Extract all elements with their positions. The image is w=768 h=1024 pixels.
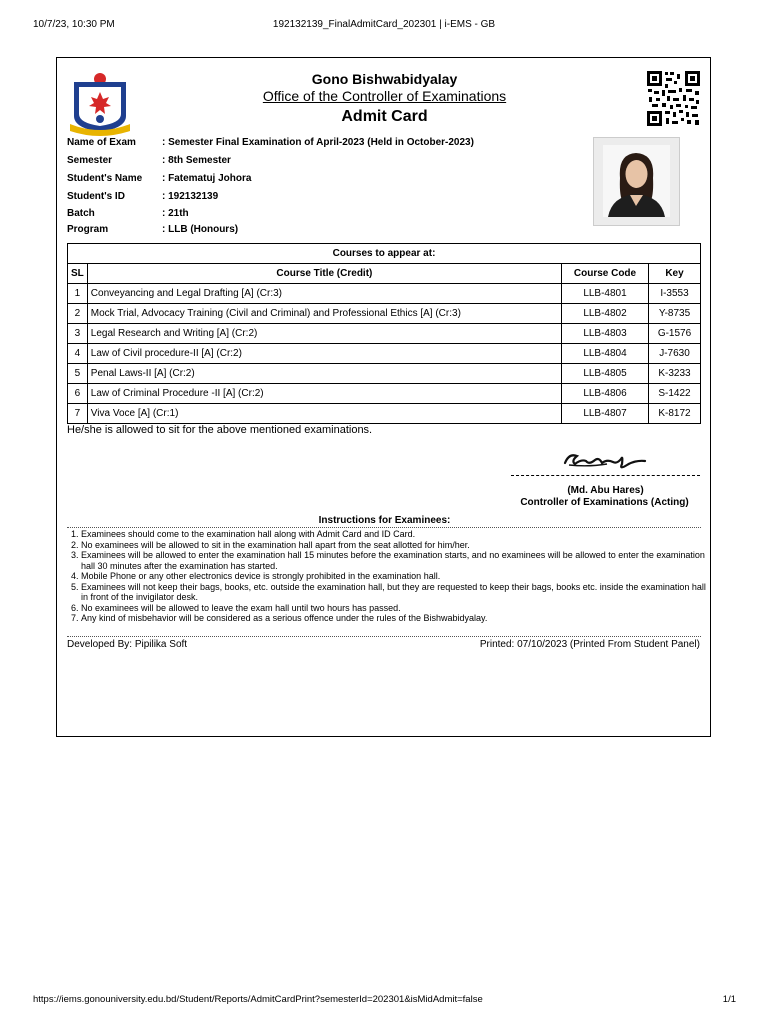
list-item: 6. No examinees will be allowed to leave the exam hall until two hours has passed. [81, 603, 711, 614]
row-sl: 2 [68, 304, 88, 324]
row-title: Viva Voce [A] (Cr:1) [87, 404, 561, 424]
row-title: Conveyancing and Legal Drafting [A] (Cr:3) [87, 284, 561, 304]
row-code: LLB-4804 [562, 344, 649, 364]
row-sl: 4 [68, 344, 88, 364]
name-label: Student's Name [67, 173, 143, 184]
allowed-statement: He/she is allowed to sit for the above mentioned examinations. [67, 424, 373, 436]
row-code: LLB-4801 [562, 284, 649, 304]
row-code: LLB-4806 [562, 384, 649, 404]
courses-table [67, 243, 701, 424]
table-row [68, 384, 701, 404]
list-item: 5. Examinees will not keep their bags, books, etc. outside the examination hall, but they are requested to keep their bags, books etc. inside the examination hall in front of the invigilator desk. [81, 582, 711, 603]
row-key: K-3233 [649, 364, 701, 384]
office-name: Office of the Controller of Examinations [262, 88, 507, 104]
table-row [68, 304, 701, 324]
table-header-row [68, 264, 701, 284]
divider [67, 527, 701, 528]
page-title: Admit Card [341, 108, 428, 125]
row-code: LLB-4802 [562, 304, 649, 324]
table-row [68, 404, 701, 424]
printed-info: Printed: 07/10/2023 (Printed From Student Panel) [479, 639, 700, 650]
row-sl: 6 [68, 384, 88, 404]
table-row [68, 324, 701, 344]
row-key: G-1576 [649, 324, 701, 344]
row-code: LLB-4803 [562, 324, 649, 344]
courses-caption: Courses to appear at: [68, 244, 701, 264]
row-title: Law of Civil procedure-II [A] (Cr:2) [87, 344, 561, 364]
program-value: : LLB (Honours) [162, 224, 239, 235]
batch-value: : 21th [162, 208, 189, 219]
instructions-list [67, 529, 711, 624]
row-sl: 5 [68, 364, 88, 384]
exam-value: : Semester Final Examination of April-2023 (Held in October-2023) [162, 137, 474, 148]
id-label: Student's ID [67, 191, 125, 202]
row-sl: 7 [68, 404, 88, 424]
admit-card [56, 57, 711, 737]
row-key: Y-8735 [649, 304, 701, 324]
signature-image [559, 447, 649, 473]
col-code: Course Code [562, 264, 649, 284]
list-item: 2. No examinees will be allowed to sit in the examination hall apart from the seat allotted for him/her. [81, 540, 711, 551]
row-key: S-1422 [649, 384, 701, 404]
row-code: LLB-4807 [562, 404, 649, 424]
id-value: : 192132139 [162, 191, 219, 202]
row-title: Legal Research and Writing [A] (Cr:2) [87, 324, 561, 344]
student-photo [593, 137, 680, 226]
col-key: Key [649, 264, 701, 284]
row-code: LLB-4805 [562, 364, 649, 384]
signatory-title: Controller of Examinations (Acting) [520, 497, 689, 508]
batch-label: Batch [67, 208, 95, 219]
page-number: 1/1 [722, 994, 736, 1005]
row-title: Law of Criminal Procedure -II [A] (Cr:2) [87, 384, 561, 404]
university-name: Gono Bishwabidyalay [311, 71, 458, 87]
semester-value: : 8th Semester [162, 155, 231, 166]
row-key: K-8172 [649, 404, 701, 424]
row-title: Penal Laws-II [A] (Cr:2) [87, 364, 561, 384]
list-item: 3. Examinees will be allowed to enter the examination hall 15 minutes before the examination starts, and no examinees will be allowed to enter the examination hall 30 minutes after the examination has started. [81, 550, 711, 571]
table-row [68, 344, 701, 364]
row-key: J-7630 [649, 344, 701, 364]
instructions-title: Instructions for Examinees: [318, 515, 451, 526]
row-title: Mock Trial, Advocacy Training (Civil and Criminal) and Professional Ethics [A] (Cr:3) [87, 304, 561, 324]
name-value: : Fatematuj Johora [162, 173, 252, 184]
row-sl: 1 [68, 284, 88, 304]
print-url: https://iems.gonouniversity.edu.bd/Student/Reports/AdmitCardPrint?semesterId=202301&isMidAdmit=false [33, 994, 483, 1005]
col-title: Course Title (Credit) [87, 264, 561, 284]
divider [67, 636, 701, 637]
table-row [68, 284, 701, 304]
semester-label: Semester [67, 155, 113, 166]
program-label: Program [67, 224, 109, 235]
list-item: 7. Any kind of misbehavior will be considered as a serious offence under the rules of the Bishwabidyalay. [81, 613, 711, 624]
list-item: 4. Mobile Phone or any other electronics device is strongly prohibited in the examination hall. [81, 571, 711, 582]
table-row [68, 364, 701, 384]
list-item: 1. Examinees should come to the examination hall along with Admit Card and ID Card. [81, 529, 711, 540]
print-datetime: 10/7/23, 10:30 PM [33, 19, 115, 30]
row-sl: 3 [68, 324, 88, 344]
signature-line [511, 475, 700, 476]
col-sl: SL [68, 264, 88, 284]
exam-label: Name of Exam [67, 137, 136, 148]
developer-credit: Developed By: Pipilika Soft [67, 639, 188, 650]
print-doc-title: 192132139_FinalAdmitCard_202301 | i-EMS - GB [272, 19, 496, 30]
row-key: I-3553 [649, 284, 701, 304]
signatory-name: (Md. Abu Hares) [567, 485, 644, 496]
